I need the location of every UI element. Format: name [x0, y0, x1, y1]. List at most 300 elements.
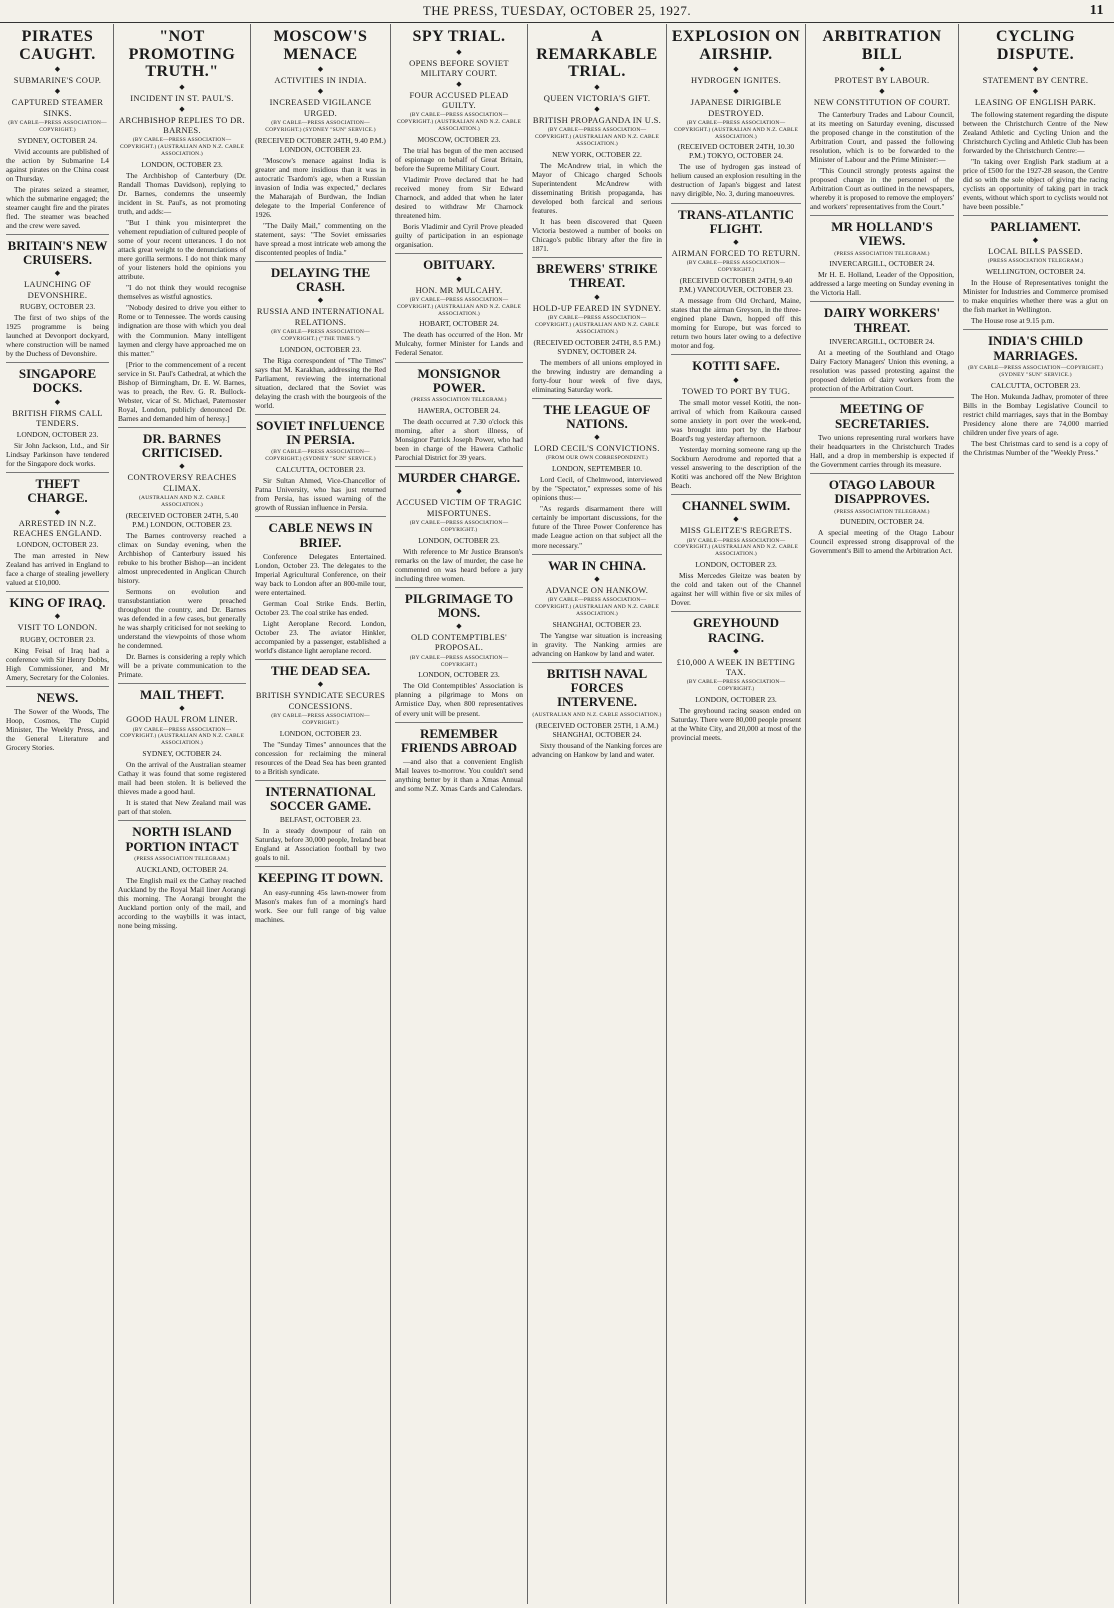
- body-paragraph: The House rose at 9.15 p.m.: [971, 316, 1055, 326]
- ornament-icon: ◆: [1032, 65, 1039, 74]
- body-paragraph: At a meeting of the Southland and Otago Dairy Factory Managers' Union this evening, a resolution was passed protesting against the proposed deletion of dairy workers from the protection of the Arbitration Court.: [810, 348, 954, 394]
- dateline: (RECEIVED OCTOBER 25TH, 1 A.M.) SHANGHAI, OCTOBER 24.: [535, 720, 659, 739]
- subheadline: LORD CECIL'S CONVICTIONS.: [534, 443, 660, 454]
- ornament-icon: ◆: [54, 87, 61, 96]
- article: [395, 362, 523, 463]
- subheadline: STATEMENT BY CENTRE.: [982, 75, 1089, 86]
- article-divider: [6, 591, 109, 592]
- subheadline: BRITISH FIRMS CALL TENDERS.: [12, 407, 103, 428]
- wire-credit: (BY CABLE—PRESS ASSOCIATION—COPYRIGHT.): [409, 519, 509, 533]
- subheadline: HON. MR MULCAHY.: [415, 284, 503, 295]
- subheadline: BRITISH SYNDICATE SECURES CONCESSIONS.: [255, 690, 386, 711]
- article: [671, 203, 801, 351]
- article: [118, 28, 246, 423]
- headline: NORTH ISLAND PORTION INTACT: [125, 824, 239, 854]
- column: [806, 24, 959, 1604]
- ornament-icon: ◆: [1032, 87, 1039, 96]
- body-paragraph: The Barnes controversy reached a climax on Sunday evening, when the Archbishop of Canterbury issued his rebuke to his brother Bishop—an incident almost unprecedented in Anglican Church history.: [118, 530, 246, 585]
- article: [395, 587, 523, 718]
- dateline: SHANGHAI, OCTOBER 23.: [552, 619, 642, 629]
- wire-credit: (PRESS ASSOCIATION TELEGRAM.): [834, 250, 930, 257]
- headline: TRANS-ATLANTIC FLIGHT.: [677, 206, 795, 236]
- article: [6, 472, 109, 587]
- body-paragraph: German Coal Strike Ends. Berlin, October 23. The coal strike has ended.: [255, 598, 386, 617]
- article: [255, 659, 386, 776]
- body-paragraph: A message from Old Orchard, Maine, states that the airman Greyson, in the three-engined plane Dawn, hopped off this morning for Europe, but was forced to return two hours later owing to a defective motor and fog.: [671, 296, 801, 351]
- dateline: (RECEIVED OCTOBER 24TH, 9.40 P.M.) LONDON, OCTOBER 23.: [255, 135, 386, 154]
- body-paragraph: "As regards disarmament there will certainly be important discussions, for the future of the Three Power Conference has made League action on that subject all the more necessary.": [532, 504, 662, 550]
- headline: INTERNATIONAL SOCCER GAME.: [265, 783, 376, 813]
- body-paragraph: The McAndrew trial, in which the Mayor of Chicago charged Schools Superintendent McAndrew with disseminating British propaganda, has developed both farcical and serious features.: [532, 160, 662, 215]
- article: [118, 683, 246, 816]
- body-paragraph: The Old Contemptibles' Association is planning a pilgrimage to Mons on Armistice Day, when 800 representatives of every unit will be present.: [395, 681, 523, 718]
- body-paragraph: The Sower of the Woods, The Hoop, Cosmos, The Cupid Minister, The Weekly Press, and the General Literature and Grocery Stories.: [6, 706, 109, 753]
- wire-credit: (BY CABLE—PRESS ASSOCIATION—COPYRIGHT.) (AUSTRALIAN AND N.Z. CABLE ASSOCIATION.): [119, 726, 245, 747]
- headline: PARLIAMENT.: [990, 218, 1081, 234]
- body-paragraph: The "Sunday Times" announces that the concession for reclaiming the mineral resources of the Dead Sea has been granted to a British syndicate.: [255, 739, 386, 776]
- body-paragraph: Vladimir Prove declared that he had received money from Sir Edward Charnock, and added that when he later desired to withdraw Mr Charnock threatened him.: [395, 175, 523, 221]
- article: [963, 329, 1108, 457]
- headline: SINGAPORE DOCKS.: [18, 365, 97, 396]
- body-paragraph: Sermons on evolution and transubstantiation were preached throughout the country, and Dr. Barnes was defended in a few cases, but generally he was sharply criticised for not seeking to understand the viewpoints of those whom he condemned.: [118, 586, 246, 650]
- article: [255, 414, 386, 512]
- page-number: 11: [1089, 3, 1104, 18]
- wire-credit: (BY CABLE—PRESS ASSOCIATION—COPYRIGHT.) (AUSTRALIAN AND N.Z. CABLE ASSOCIATION.): [534, 314, 660, 335]
- dateline: LONDON, OCTOBER 23.: [695, 560, 777, 570]
- subheadline: HOLD-UP FEARED IN SYDNEY.: [532, 302, 662, 313]
- ornament-icon: ◆: [317, 87, 324, 96]
- body-paragraph: Vivid accounts are published of the action by Submarine L4 against pirates on the China coast on Thursday.: [6, 146, 109, 183]
- body-paragraph: —and also that a convenient English Mail leaves to-morrow. You couldn't send anything better by it than a Xmas Annual and some N.Z. Xmas Cards and Calendars.: [395, 757, 523, 794]
- article: [532, 554, 662, 658]
- headline: PILGRIMAGE TO MONS.: [404, 590, 514, 620]
- body-paragraph: Light Aeroplane Record. London, October 23. The aviator Hinkler, accompanied by a passenger, established a world's distance light aeroplane record.: [255, 619, 386, 656]
- headline: MR HOLLAND'S VIEWS.: [831, 218, 933, 249]
- ornament-icon: ◆: [179, 104, 185, 113]
- wire-credit: (BY CABLE—PRESS ASSOCIATION—COPYRIGHT.) ("THE TIMES."): [271, 328, 370, 342]
- column: [2, 24, 114, 1604]
- wire-credit: (BY CABLE—PRESS ASSOCIATION—COPYRIGHT.) (AUSTRALIAN AND N.Z. CABLE ASSOCIATION.): [396, 112, 522, 133]
- article: [6, 234, 109, 358]
- wire-credit: (BY CABLE—PRESS ASSOCIATION—COPYRIGHT.) (AUSTRALIAN AND N.Z. CABLE ASSOCIATION.): [396, 296, 522, 317]
- article: [395, 28, 523, 249]
- subheadline: CAPTURED STEAMER SINKS.: [11, 97, 104, 118]
- subheadline: GOOD HAUL FROM LINER.: [126, 714, 238, 725]
- ornament-icon: ◆: [733, 515, 739, 524]
- headline: REMEMBER FRIENDS ABROAD: [401, 725, 517, 755]
- subheadline: ADVANCE ON HANKOW.: [545, 584, 649, 595]
- dateline: (RECEIVED OCTOBER 24TH, 10.30 P.M.) TOKYO, OCTOBER 24.: [677, 142, 795, 161]
- ornament-icon: ◆: [733, 375, 739, 384]
- article: [395, 722, 523, 794]
- headline: NEWS.: [36, 689, 79, 705]
- article: [118, 820, 246, 930]
- subheadline: RUSSIA AND INTERNATIONAL RELATIONS.: [256, 306, 385, 327]
- article: [532, 662, 662, 759]
- body-paragraph: The Archbishop of Canterbury (Dr. Randall Thomas Davidson), replying to Dr. Barnes, condemns the unseemly incident in St. Paul's, as not promoting truth, and adds:—: [118, 170, 246, 217]
- ornament-icon: ◆: [54, 397, 61, 406]
- body-paragraph: The Canterbury Trades and Labour Council, at its meeting on Saturday evening, discussed the proposed change in the constitution of the Arbitration Court, and passed the following resolution, which is to be forwarded to the Minister of Labour and the Prime Minister:—: [810, 109, 954, 164]
- subheadline: ARCHBISHOP REPLIES TO DR. BARNES.: [119, 114, 245, 136]
- article: [255, 28, 386, 257]
- wire-credit: (BY CABLE—PRESS ASSOCIATION—COPYRIGHT.): [409, 654, 509, 668]
- body-paragraph: The greyhound racing season ended on Saturday. There were 80,000 people present at the White City, and 20,000 at most of the provincial meets.: [671, 705, 801, 743]
- subheadline: VISIT TO LONDON.: [17, 622, 98, 633]
- body-paragraph: The small motor vessel Kotiti, the non-arrival of which from Kaikoura caused some anxiety in port over the week-end, was brought into port by the Harbour Board's tug yesterday afternoon.: [671, 397, 801, 443]
- dateline: INVERCARGILL, OCTOBER 24.: [829, 337, 935, 347]
- wire-credit: (FROM OUR OWN CORRESPONDENT.): [546, 455, 648, 462]
- article: [671, 611, 801, 742]
- article: [810, 397, 954, 469]
- article: [532, 257, 662, 394]
- subheadline: ACCUSED VICTIM OF TRAGIC MISFORTUNES.: [396, 497, 522, 518]
- dateline: LONDON, OCTOBER 23.: [279, 344, 362, 354]
- body-paragraph: "The Daily Mail," commenting on the statement, says: "The Soviet emissaries have spread a most intricate web among the discontented peoples of India.": [255, 220, 386, 257]
- ornament-icon: ◆: [733, 646, 739, 655]
- body-paragraph: The best Christmas card to send is a copy of the Christmas Number of the "Weekly Press.": [963, 438, 1108, 457]
- wire-credit: (BY CABLE—PRESS ASSOCIATION—COPYRIGHT.) (AUSTRALIAN AND N.Z. CABLE ASSOCIATION.): [673, 119, 799, 140]
- dateline: DUNEDIN, OCTOBER 24.: [839, 517, 925, 527]
- body-paragraph: In a steady downpour of rain on Saturday, before 30,000 people, Ireland beat England at Association football by two goals to nil.: [255, 826, 386, 863]
- body-paragraph: It is stated that New Zealand mail was part of that stolen.: [118, 798, 246, 817]
- dateline: AUCKLAND, OCTOBER 24.: [136, 864, 228, 874]
- article-divider: [810, 215, 954, 216]
- column: [391, 24, 528, 1604]
- article-divider: [255, 261, 386, 262]
- headline: EXPLOSION ON AIRSHIP.: [671, 28, 801, 63]
- headline: SPY TRIAL.: [412, 28, 506, 45]
- article: [395, 466, 523, 583]
- column: [114, 24, 251, 1604]
- ornament-icon: ◆: [594, 104, 600, 113]
- ornament-icon: ◆: [594, 433, 600, 442]
- newspaper-masthead: [0, 0, 1114, 23]
- subheadline: NEW CONSTITUTION OF COURT.: [813, 97, 951, 108]
- ornament-icon: ◆: [456, 622, 462, 631]
- article: [255, 261, 386, 410]
- body-paragraph: The Yangtse war situation is increasing in gravity. The Nanking armies are advancing on Hankow by land and water.: [532, 630, 662, 658]
- dateline: LONDON, OCTOBER 23.: [695, 694, 777, 704]
- subheadline: FOUR ACCUSED PLEAD GUILTY.: [409, 89, 509, 111]
- article-divider: [118, 820, 246, 821]
- body-paragraph: "Moscow's menace against India is greater and more insidious than it was in autocratic Tsardom's age, when a Russian invasion of India was expected," declares the Maharajah of Burdwan, the Indian delegate to the Imperial Conference of 1926.: [255, 155, 386, 219]
- dateline: (RECEIVED OCTOBER 24TH, 5.40 P.M.) LONDON, OCTOBER 23.: [125, 510, 239, 529]
- article: [6, 591, 109, 682]
- dateline: BELFAST, OCTOBER 23.: [279, 815, 362, 825]
- body-paragraph: The death occurred at 7.30 o'clock this morning, after a short illness, of Monsignor Patrick Joseph Power, who had been in charge of the Hawera Catholic Parochial District for 39 years.: [395, 416, 523, 463]
- wire-credit: (PRESS ASSOCIATION TELEGRAM.): [411, 397, 507, 404]
- dateline: HOBART, OCTOBER 24.: [419, 319, 499, 329]
- article: [395, 253, 523, 357]
- subheadline: ACTIVITIES IN INDIA.: [274, 75, 367, 86]
- dateline: LONDON, OCTOBER 23.: [418, 670, 500, 680]
- column: [528, 24, 667, 1604]
- subheadline: AIRMAN FORCED TO RETURN.: [671, 248, 801, 259]
- headline: MURDER CHARGE.: [397, 470, 521, 486]
- ornament-icon: ◆: [1032, 236, 1039, 245]
- subheadline: OLD CONTEMPTIBLES' PROPOSAL.: [411, 632, 507, 653]
- ornament-icon: ◆: [179, 704, 185, 713]
- headline: PIRATES CAUGHT.: [19, 28, 96, 63]
- ornament-icon: ◆: [54, 65, 61, 74]
- headline: CHANNEL SWIM.: [681, 498, 791, 514]
- ornament-icon: ◆: [594, 574, 600, 583]
- body-paragraph: "Nobody desired to drive you either to Rome or to Tennessee. The words causing indignation are those with which you deal with the Communion. Many intelligent laymen and clergy have approached me on this matter.": [118, 303, 246, 358]
- article-divider: [255, 866, 386, 867]
- body-paragraph: It has been discovered that Queen Victoria bestowed a number of books on Chicago's public library after the fire in 1871.: [532, 216, 662, 254]
- wire-credit: (BY CABLE—PRESS ASSOCIATION—COPYRIGHT.) (SYDNEY "SUN" SERVICE.): [967, 365, 1104, 378]
- body-paragraph: Sixty thousand of the Nanking forces are advancing on Hankow by land and water.: [532, 740, 662, 759]
- wire-credit: (BY CABLE—PRESS ASSOCIATION—COPYRIGHT.): [8, 119, 107, 133]
- headline: OTAGO LABOUR DISAPPROVES.: [828, 476, 936, 507]
- article: [810, 301, 954, 393]
- body-paragraph: The trial has begun of the men accused of espionage on behalf of Great Britain, before the Supreme Military Court.: [395, 145, 523, 174]
- ornament-icon: ◆: [54, 612, 61, 621]
- wire-credit: (BY CABLE—PRESS ASSOCIATION—COPYRIGHT.): [271, 712, 370, 726]
- headline: THE LEAGUE OF NATIONS.: [543, 401, 651, 431]
- body-paragraph: "But I think you misinterpret the vehement repudiation of cultured people of some of your recent utterances. I do not attack great weight to the denunciations of mere gorilla sermons. I do not think many of your listeners hold the opinions you attribute.: [118, 218, 246, 282]
- article-divider: [963, 329, 1108, 330]
- ornament-icon: ◆: [317, 680, 324, 689]
- headline: WAR IN CHINA.: [548, 557, 646, 573]
- article: [963, 28, 1108, 211]
- ornament-icon: ◆: [456, 274, 462, 283]
- body-paragraph: [Prior to the commencement of a recent service in St. Paul's Cathedral, at which the Bishop of Birmingham, Dr. E. W. Barnes, was to preach, the Rev. G. R. Bullock-Webster, vicar of St. Michael, Paternoster Royal, London, publicly denounced Dr. Barnes and demanded him of heresy.]: [118, 359, 246, 423]
- body-paragraph: The English mail ex the Cathay reached Auckland by the Royal Mail liner Aorangi this morning. The Aorangi brought the Auckland portion only of the mail, and according to the waybills it was intact, none being missing.: [118, 875, 246, 930]
- headline: ARBITRATION BILL: [822, 28, 942, 63]
- wire-credit: (PRESS ASSOCIATION TELEGRAM.): [834, 508, 930, 515]
- wire-credit: (BY CABLE—PRESS ASSOCIATION—COPYRIGHT.): [686, 679, 786, 693]
- headline: GREYHOUND RACING.: [693, 615, 779, 645]
- article-divider: [532, 554, 662, 555]
- body-paragraph: The members of all unions employed in the brewing industry are demanding a forty-four hour week of five days, eliminating Saturday work.: [532, 357, 662, 394]
- ornament-icon: ◆: [456, 79, 462, 88]
- wire-credit: (BY CABLE—PRESS ASSOCIATION—COPYRIGHT.) (AUSTRALIAN AND N.Z. CABLE ASSOCIATION.): [534, 127, 660, 147]
- body-paragraph: The man arrested in New Zealand has arrived in England to face a charge of stealing jewellery valued at £10,000.: [6, 550, 109, 588]
- dateline: LONDON, OCTOBER 23.: [279, 728, 362, 738]
- headline: THEFT CHARGE.: [27, 475, 88, 506]
- body-paragraph: Lord Cecil, of Chelmwood, interviewed by the "Spectator," expresses some of his opinions thus:—: [532, 475, 662, 503]
- subheadline: QUEEN VICTORIA'S GIFT.: [543, 92, 651, 103]
- dateline: CALCUTTA, OCTOBER 23.: [275, 465, 366, 475]
- headline: DELAYING THE CRASH.: [270, 264, 371, 295]
- article: [255, 780, 386, 863]
- article-divider: [532, 398, 662, 399]
- article-divider: [118, 683, 246, 684]
- headline: DAIRY WORKERS' THREAT.: [823, 305, 941, 335]
- headline: KOTITI SAFE.: [692, 358, 780, 374]
- subheadline: ARRESTED IN N.Z. REACHES ENGLAND.: [13, 517, 102, 538]
- body-paragraph: "I do not think they would recognise themselves as wistful agnostics.: [118, 283, 246, 302]
- ornament-icon: ◆: [879, 87, 885, 96]
- article-divider: [6, 234, 109, 235]
- article: [963, 215, 1108, 326]
- newspaper-columns: [2, 24, 1112, 1604]
- headline: MEETING OF SECRETARIES.: [834, 401, 930, 431]
- article-divider: [671, 494, 801, 495]
- wire-credit: (BY CABLE—PRESS ASSOCIATION—COPYRIGHT.) (AUSTRALIAN AND N.Z. CABLE ASSOCIATION.): [534, 597, 660, 617]
- dateline: LONDON, SEPTEMBER 10.: [551, 464, 642, 474]
- dateline: LONDON, OCTOBER 23.: [16, 539, 99, 549]
- body-paragraph: An easy-running 45s lawn-mower from Mason's makes fun of a morning's hard work. See our full range of big value machines.: [255, 887, 386, 924]
- body-paragraph: Sir John Jackson, Ltd., and Sir Lindsay Parkinson have tendered for the Singapore dock works.: [6, 440, 109, 468]
- article: [255, 516, 386, 655]
- wire-credit: (AUSTRALIAN AND N.Z. CABLE ASSOCIATION.): [138, 494, 226, 508]
- subheadline: JAPANESE DIRIGIBLE DESTROYED.: [690, 97, 782, 118]
- headline: OBITUARY.: [423, 257, 495, 273]
- body-paragraph: The Riga correspondent of "The Times" says that M. Karakhan, addressing the Red Parliament, reviewing the international situation, declared that the Soviet was delaying the crash with the bourgeois of the world.: [255, 355, 386, 410]
- dateline: LONDON, OCTOBER 23.: [141, 159, 223, 169]
- body-paragraph: The Hon. Mukunda Jadhav, promoter of three Bills in the Bombay Legislative Council to restrict child marriages, says that in the Bombay Presidency alone there are 74,000 married children under five years of age.: [963, 391, 1108, 437]
- article: [671, 494, 801, 607]
- headline: KING OF IRAQ.: [9, 595, 106, 611]
- body-paragraph: The pirates seized a steamer, which the submarine engaged; the steamer caught fire and the pirates fled. The steamer was beached and the crew were saved.: [6, 184, 109, 230]
- article-divider: [6, 362, 109, 363]
- dateline: SYDNEY, OCTOBER 24.: [142, 749, 222, 759]
- dateline: LONDON, OCTOBER 23.: [418, 535, 500, 545]
- article-divider: [671, 354, 801, 355]
- headline: BREWERS' STRIKE THREAT.: [536, 261, 658, 291]
- column: [667, 24, 806, 1604]
- body-paragraph: Mr H. E. Holland, Leader of the Opposition, addressed a large meeting on Sunday evening in the Victoria Hall.: [810, 270, 954, 298]
- ornament-icon: ◆: [594, 82, 600, 91]
- article: [532, 28, 662, 253]
- subheadline: CONTROVERSY REACHES CLIMAX.: [127, 472, 237, 493]
- body-paragraph: "This Council strongly protests against the proposed change in the personnel of the Arbitration Court as outlined in the newspapers, whereby it is proposed to remove the employers' and workers' representatives from the Court.": [810, 165, 954, 211]
- headline: CABLE NEWS IN BRIEF.: [268, 520, 373, 550]
- subheadline: SUBMARINE'S COUP.: [13, 75, 102, 86]
- headline: "NOT PROMOTING TRUTH.": [128, 28, 236, 81]
- article: [810, 473, 954, 556]
- article-divider: [532, 662, 662, 663]
- article-divider: [395, 253, 523, 254]
- dateline: CALCUTTA, OCTOBER 23.: [990, 380, 1081, 390]
- body-paragraph: On the arrival of the Australian steamer Cathay it was found that some registered mail had been stolen. It is believed the thieves made a good haul.: [118, 760, 246, 797]
- subheadline: OPENS BEFORE SOVIET MILITARY COURT.: [409, 57, 509, 78]
- article-divider: [6, 686, 109, 687]
- ornament-icon: ◆: [733, 238, 739, 247]
- dateline: SYDNEY, OCTOBER 24.: [17, 135, 98, 145]
- ornament-icon: ◆: [594, 292, 600, 301]
- article-divider: [671, 611, 801, 612]
- headline: MONSIGNOR POWER.: [417, 365, 501, 395]
- dateline: (RECEIVED OCTOBER 24TH, 9.40 P.M.) VANCOUVER, OCTOBER 23.: [679, 276, 793, 295]
- subheadline: BRITISH PROPAGANDA IN U.S.: [532, 114, 662, 125]
- dateline: MOSCOW, OCTOBER 23.: [417, 134, 501, 144]
- ornament-icon: ◆: [456, 47, 462, 56]
- article-divider: [671, 203, 801, 204]
- dateline: WELLINGTON, OCTOBER 24.: [985, 267, 1086, 277]
- wire-credit: (BY CABLE—PRESS ASSOCIATION—COPYRIGHT.) (SYDNEY "SUN" SERVICE.): [265, 119, 376, 133]
- article-divider: [810, 301, 954, 302]
- body-paragraph: "In taking over English Park stadium at a price of £500 for the 1927-28 season, the Centre did so with the sole object of giving the racing cyclists an opportunity of taking part in track events, without which sport to cyclists would not have been possible.": [963, 156, 1108, 211]
- headline: DR. BARNES CRITICISED.: [141, 430, 223, 461]
- headline: CYCLING DISPUTE.: [995, 28, 1076, 63]
- dateline: RUGBY, OCTOBER 23.: [19, 634, 96, 644]
- body-paragraph: Boris Vladimir and Cyril Prove pleaded guilty of participation in an espionage organisation.: [395, 222, 523, 250]
- body-paragraph: The use of hydrogen gas instead of helium caused an explosion resulting in the destruction of Japan's biggest and latest navy dirigible, No. 3, during manoeuvres.: [671, 162, 801, 199]
- ornament-icon: ◆: [733, 87, 739, 96]
- article-divider: [395, 587, 523, 588]
- subheadline: LOCAL BILLS PASSED.: [988, 246, 1083, 257]
- ornament-icon: ◆: [733, 65, 739, 74]
- dateline: INVERCARGILL, OCTOBER 24.: [829, 259, 935, 269]
- body-paragraph: Dr. Barnes is considering a reply which will be a private communication to the Primate.: [118, 651, 246, 679]
- article: [810, 215, 954, 298]
- dateline: RUGBY, OCTOBER 23.: [19, 301, 96, 311]
- article: [6, 28, 109, 230]
- ornament-icon: ◆: [317, 296, 324, 305]
- headline: BRITISH NAVAL FORCES INTERVENE.: [546, 665, 648, 710]
- article-divider: [395, 722, 523, 723]
- headline: THE DEAD SEA.: [270, 663, 371, 679]
- headline: INDIA'S CHILD MARRIAGES.: [988, 333, 1083, 363]
- article-divider: [255, 516, 386, 517]
- body-paragraph: A special meeting of the Otago Labour Council expressed strong disapproval of the Government's Bill to amend the Arbitration Act.: [810, 528, 954, 556]
- headline: SOVIET INFLUENCE IN PERSIA.: [256, 417, 385, 448]
- body-paragraph: Yesterday morning someone rang up the Sockburn Aerodrome and reported that a vessel answering to the description of the Kotiti was anchored off the New Brighton Beach.: [671, 444, 801, 490]
- subheadline: PROTEST BY LABOUR.: [834, 75, 930, 86]
- article-divider: [810, 473, 954, 474]
- ornament-icon: ◆: [456, 487, 462, 496]
- subheadline: £10,000 A WEEK IN BETTING TAX.: [676, 656, 796, 678]
- article-divider: [395, 466, 523, 467]
- article-divider: [395, 362, 523, 363]
- subheadline: MISS GLEITZE'S REGRETS.: [679, 525, 793, 536]
- headline: KEEPING IT DOWN.: [257, 870, 384, 886]
- wire-credit: (AUSTRALIAN AND N.Z. CABLE ASSOCIATION.): [532, 711, 662, 718]
- dateline: LONDON, OCTOBER 23.: [16, 429, 99, 439]
- dateline: (RECEIVED OCTOBER 24TH, 8.5 P.M.) SYDNEY, OCTOBER 24.: [533, 337, 661, 356]
- ornament-icon: ◆: [879, 65, 885, 74]
- body-paragraph: King Feisal of Iraq had a conference with Sir Henry Dobbs, High Commissioner, and Mr Amery, Secretary for the Colonies.: [6, 645, 109, 682]
- body-paragraph: The death has occurred of the Hon. Mr Mulcahy, former Minister for Lands and Federal Senator.: [395, 330, 523, 358]
- article: [532, 398, 662, 550]
- body-paragraph: The following statement regarding the dispute between the Christchurch Centre of the New Zealand Athletic and Cycling Union and the Christchurch Cycling and Athletic Club has been forwarded by the Christchurch Centre:—: [963, 109, 1108, 155]
- article: [118, 427, 246, 679]
- wire-credit: (BY CABLE—PRESS ASSOCIATION—COPYRIGHT.) (AUSTRALIAN AND N.Z. CABLE ASSOCIATION.): [673, 537, 799, 558]
- article: [6, 686, 109, 752]
- body-paragraph: The first of two ships of the 1925 programme is being launched at Devonport dockyard, where construction will be named by the Duchess of Devonshire.: [6, 312, 109, 358]
- dateline: NEW YORK, OCTOBER 22.: [552, 149, 642, 159]
- wire-credit: (PRESS ASSOCIATION TELEGRAM.): [134, 855, 230, 862]
- headline: MOSCOW'S MENACE: [273, 28, 368, 63]
- article: [671, 354, 801, 490]
- article: [6, 362, 109, 468]
- article-divider: [6, 472, 109, 473]
- headline: A REMARKABLE TRIAL.: [536, 28, 658, 81]
- wire-credit: (BY CABLE—PRESS ASSOCIATION—COPYRIGHT.) (AUSTRALIAN AND N.Z. CABLE ASSOCIATION.): [119, 137, 245, 158]
- ornament-icon: ◆: [54, 269, 61, 278]
- ornament-icon: ◆: [179, 462, 185, 471]
- subheadline: HYDROGEN IGNITES.: [690, 75, 782, 86]
- ornament-icon: ◆: [317, 65, 324, 74]
- article-divider: [255, 414, 386, 415]
- article-divider: [255, 659, 386, 660]
- article-divider: [118, 427, 246, 428]
- article-divider: [810, 397, 954, 398]
- article-divider: [963, 215, 1108, 216]
- body-paragraph: In the House of Representatives tonight the Minister for Industries and Commerce promised to make enquiries whether there was a glut on the fish market in Wellington.: [963, 278, 1108, 315]
- headline: BRITAIN'S NEW CRUISERS.: [7, 237, 108, 268]
- article: [255, 866, 386, 923]
- body-paragraph: Sir Sultan Ahmed, Vice-Chancellor of Patna University, who has just returned from Persia, has issued warning of the growth of Russian influence in Persia.: [255, 476, 386, 513]
- body-paragraph: Conference Delegates Entertained. London, October 23. The delegates to the Imperial Agricultural Conference, on their way back to London after an 800-mile tour, were entertained.: [255, 551, 386, 597]
- column: [959, 24, 1112, 1604]
- subheadline: LAUNCHING OF DEVONSHIRE.: [23, 279, 92, 300]
- dateline: HAWERA, OCTOBER 24.: [417, 405, 501, 415]
- article-divider: [532, 257, 662, 258]
